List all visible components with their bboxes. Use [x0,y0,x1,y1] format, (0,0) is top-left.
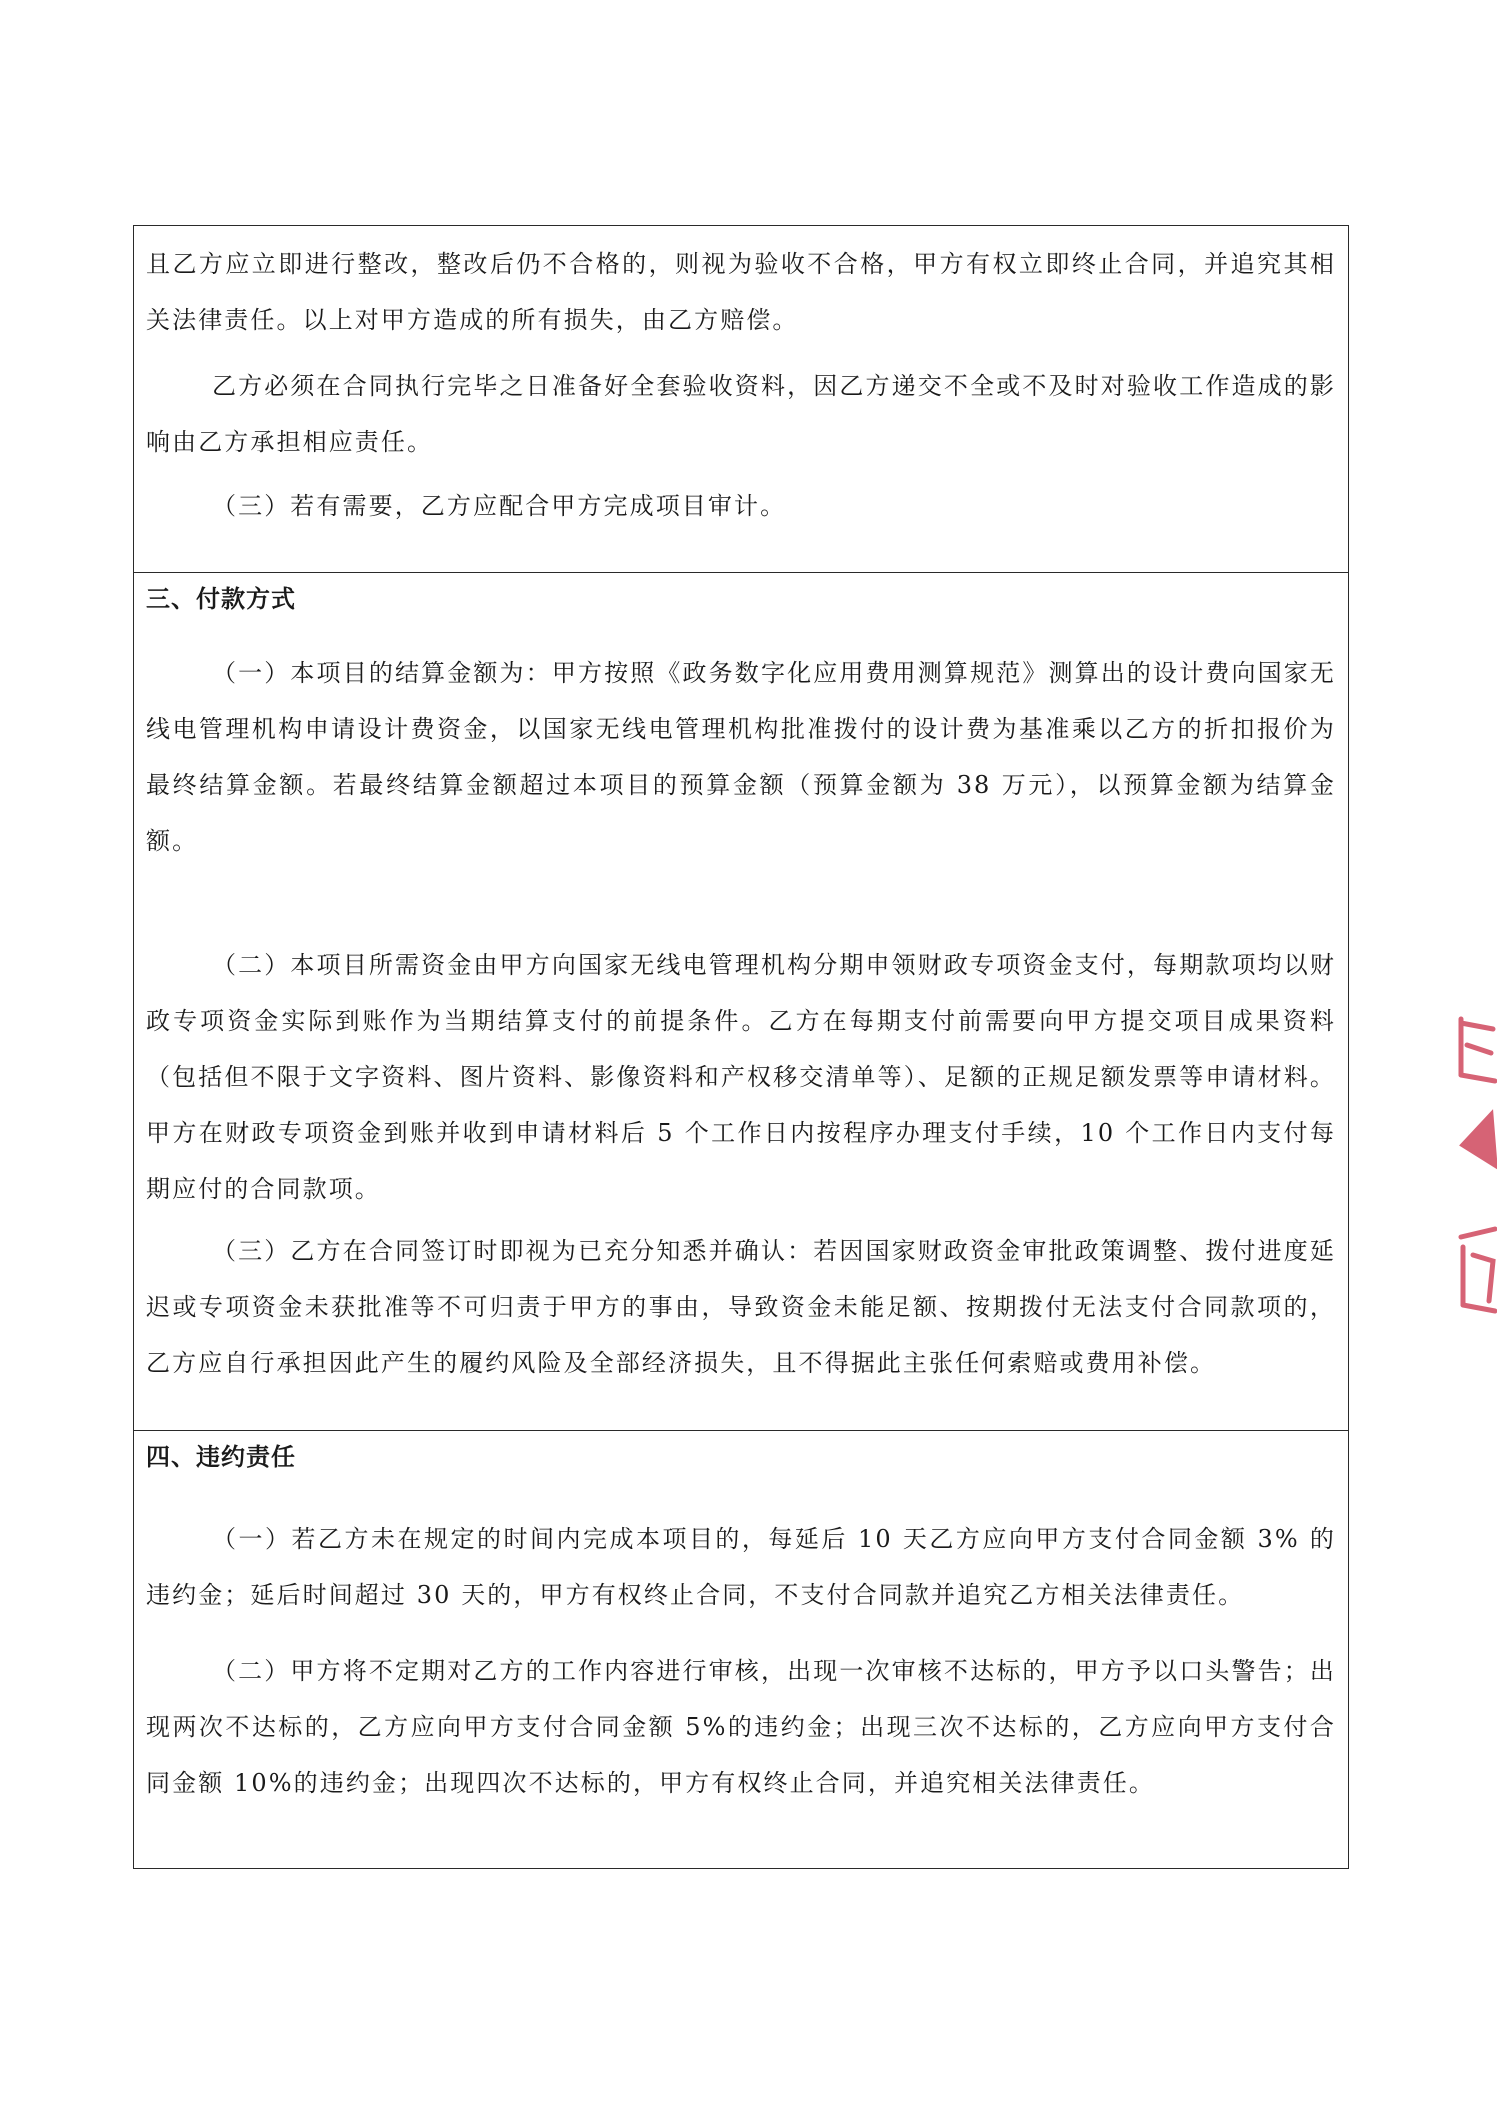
seal-stamp-edge [1451,1015,1497,1315]
contract-clause-table [133,225,1349,1869]
payment-method-heading: 三、付款方式 [146,584,296,613]
payment-settlement-paragraph: （一）本项目的结算金额为：甲方按照《政务数字化应用费用测算规范》测算出的设计费向国家无线电管理机构申请设计费资金，以国家无线电管理机构批准拨付的设计费为基准乘以乙方的折扣报价为最终结算金额。若最终结算金额超过本项目的预算金额（预算金额为 38 万元），以预算金额为结算金额。 [146,659,1336,855]
breach-liability-heading: 四、违约责任 [146,1442,296,1471]
payment-risk-paragraph: （三）乙方在合同签订时即视为已充分知悉并确认：若因国家财政资金审批政策调整、拨付进度延迟或专项资金未获批准等不可归责于甲方的事由，导致资金未能足额、按期拨付无法支付合同款项的，乙方应自行承担因此产生的履约风险及全部经济损失，且不得据此主张任何索赔或费用补偿。 [146,1237,1336,1377]
acceptance-rectification-paragraph: 且乙方应立即进行整改，整改后仍不合格的，则视为验收不合格，甲方有权立即终止合同，并追究其相关法律责任。以上对甲方造成的所有损失，由乙方赔偿。 [146,250,1336,334]
breach-liability-section [134,1430,1348,1868]
audit-cooperation-paragraph: （三）若有需要，乙方应配合甲方完成项目审计。 [212,492,787,520]
acceptance-continued-section [134,226,1348,572]
breach-delay-paragraph: （一）若乙方未在规定的时间内完成本项目的，每延后 10 天乙方应向甲方支付合同金额 3% 的违约金；延后时间超过 30 天的，甲方有权终止合同，不支付合同款并追究乙方相关法律责任。 [146,1525,1336,1609]
payment-method-section [134,572,1348,1430]
breach-audit-paragraph: （二）甲方将不定期对乙方的工作内容进行审核，出现一次审核不达标的，甲方予以口头警告；出现两次不达标的，乙方应向甲方支付合同金额 5%的违约金；出现三次不达标的，乙方应向甲方支付合同金额 10%的违约金；出现四次不达标的，甲方有权终止合同，并追究相关法律责任。 [146,1657,1336,1797]
acceptance-documents-paragraph: 乙方必须在合同执行完毕之日准备好全套验收资料，因乙方递交不全或不及时对验收工作造成的影响由乙方承担相应责任。 [146,372,1336,456]
payment-funding-paragraph: （二）本项目所需资金由甲方向国家无线电管理机构分期申领财政专项资金支付，每期款项均以财政专项资金实际到账作为当期结算支付的前提条件。乙方在每期支付前需要向甲方提交项目成果资料（包括但不限于文字资料、图片资料、影像资料和产权移交清单等）、足额的正规足额发票等申请材料。甲方在财政专项资金到账并收到申请材料后 5 个工作日内按程序办理支付手续，10 个工作日内支付每期应付的合同款项。 [146,951,1336,1203]
